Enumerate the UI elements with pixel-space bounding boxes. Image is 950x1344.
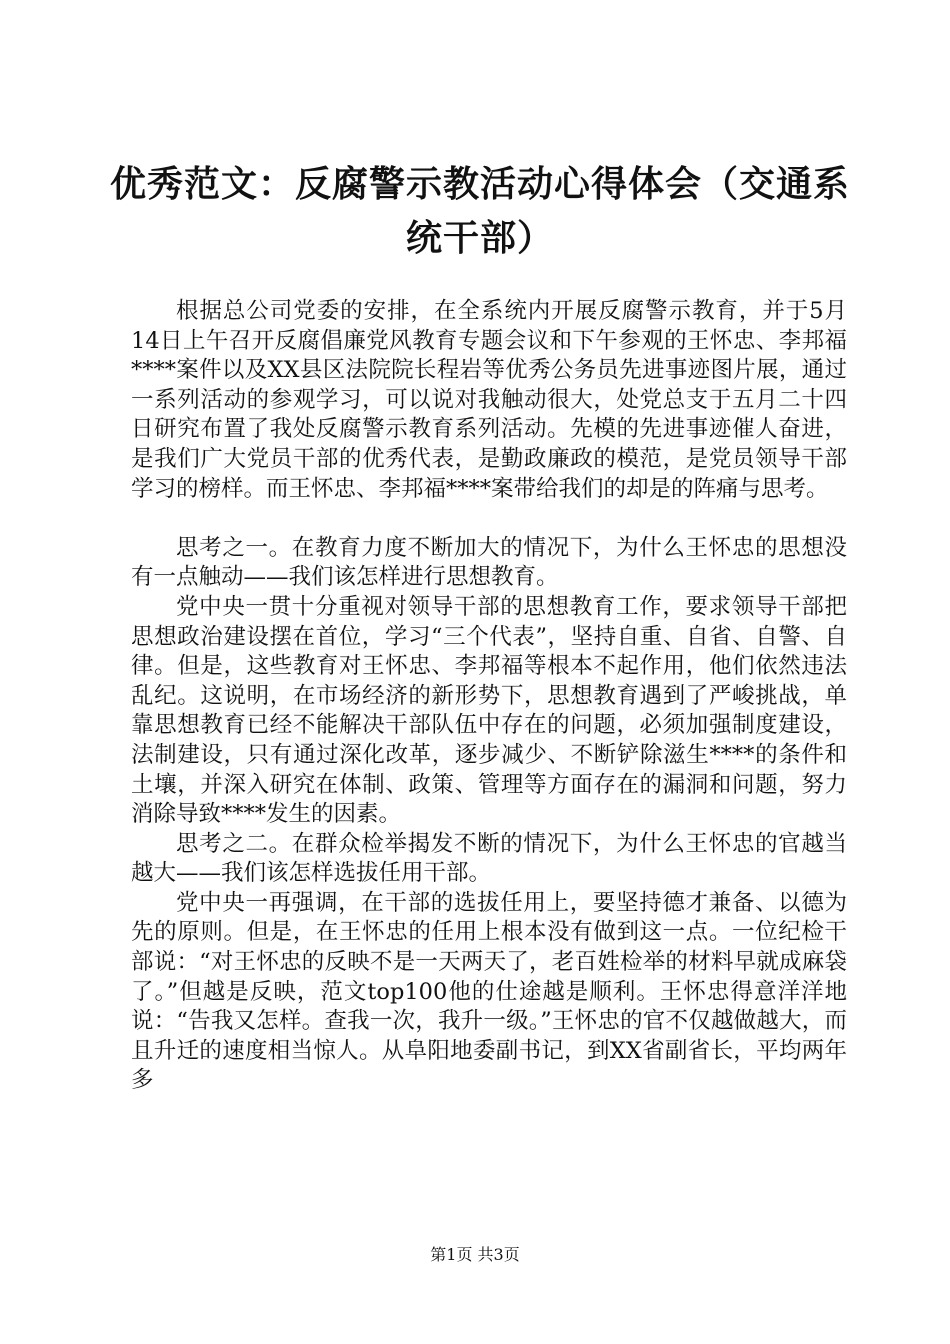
paragraph-thought-two: 思考之二。在群众检举揭发不断的情况下，为什么王怀忠的官越当越大——我们该怎样选拔任用干部。 — [131, 830, 847, 887]
paragraph-intro: 根据总公司党委的安排，在全系统内开展反腐警示教育，并于5月14日上午召开反腐倡廉党风教育专题会议和下午参观的王怀忠、李邦福****案件以及XX县区法院院长程岩等优秀公务员先进事迹图片展，通过一系列活动的参观学习，可以说对我触动很大，处党总支于五月二十四日研究布置了我处反腐警示教育系列活动。先模的先进事迹催人奋进，是我们广大党员干部的优秀代表，是勤政廉政的模范，是党员领导干部学习的榜样。而王怀忠、李邦福****案带给我们的却是的阵痛与思考。 — [131, 298, 847, 502]
paragraph-education: 党中央一贯十分重视对领导干部的思想教育工作，要求领导干部把思想政治建设摆在首位，学习“三个代表”，坚持自重、自省、自警、自律。但是，这些教育对王怀忠、李邦福等根本不起作用，他们依然违法乱纪。这说明，在市场经济的新形势下，思想教育遇到了严峻挑战，单靠思想教育已经不能解决干部队伍中存在的问题，必须加强制度建设，法制建设，只有通过深化改革，逐步减少、不断铲除滋生****的条件和土壤，并深入研究在体制、政策、管理等方面存在的漏洞和问题，努力消除导致****发生的因素。 — [131, 593, 847, 828]
document-body — [131, 297, 847, 1096]
document-title: 优秀范文：反腐警示教活动心得体会（交通系统干部） — [110, 164, 851, 259]
paragraph-selection: 党中央一再强调，在干部的选拔任用上，要坚持德才兼备、以德为先的原则。但是，在王怀忠的任用上根本没有做到这一点。一位纪检干部说：“对王怀忠的反映不是一天两天了，老百姓检举的材料早就成麻袋了。”但越是反映，范文top100他的仕途越是顺利。王怀忠得意洋洋地说：“告我又怎样。查我一次，我升一级。”王怀忠的官不仅越做越大，而且升迁的速度相当惊人。从阜阳地委副书记，到XX省副省长，平均两年多 — [131, 889, 847, 1094]
paragraph-thought-one: 思考之一。在教育力度不断加大的情况下，为什么王怀忠的思想没有一点触动——我们该怎样进行思想教育。 — [131, 534, 847, 591]
page-number-footer: 第1页 共3页 — [430, 1245, 520, 1264]
